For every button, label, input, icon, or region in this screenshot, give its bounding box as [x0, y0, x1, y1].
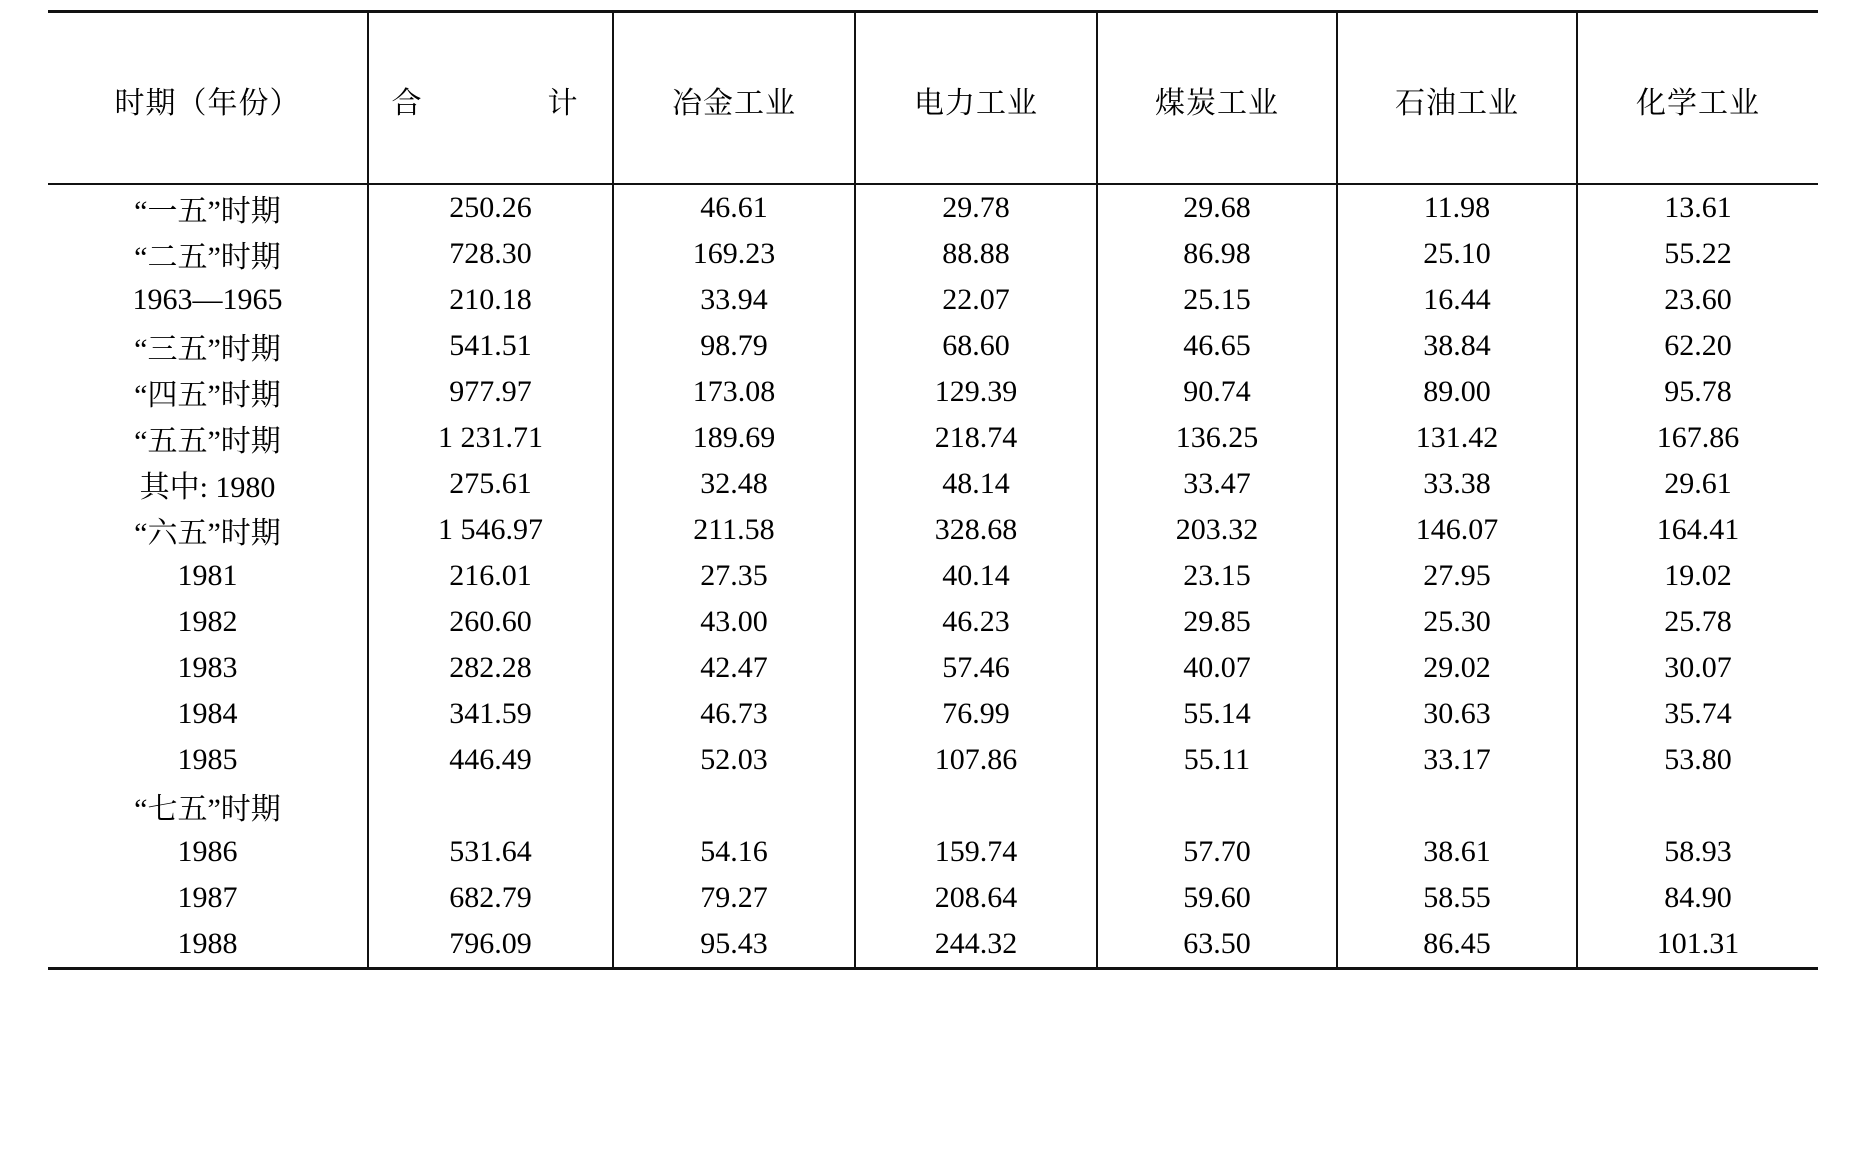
cell-total: 1 231.71	[368, 415, 613, 461]
cell-metallurgy: 189.69	[613, 415, 855, 461]
cell-total: 282.28	[368, 645, 613, 691]
cell-period: 1985	[177, 743, 238, 776]
cell-period: 1987	[177, 881, 238, 914]
table-row	[48, 921, 1818, 969]
cell-power: 40.14	[855, 553, 1097, 599]
cell-total: 977.97	[368, 369, 613, 415]
cell-chemical	[1577, 783, 1818, 829]
cell-power: 218.74	[855, 415, 1097, 461]
cell-total: 1 546.97	[368, 507, 613, 553]
table-row	[48, 184, 1818, 231]
table-row	[48, 461, 1818, 507]
cell-period: “一五”时期	[134, 195, 281, 228]
cell-total: 531.64	[368, 829, 613, 875]
cell-coal: 33.47	[1097, 461, 1337, 507]
table-row	[48, 415, 1818, 461]
cell-total: 250.26	[368, 184, 613, 231]
table-row	[48, 369, 1818, 415]
cell-metallurgy: 27.35	[613, 553, 855, 599]
table-header-row	[48, 12, 1818, 185]
cell-period: 1982	[177, 605, 238, 638]
cell-chemical: 55.22	[1577, 231, 1818, 277]
cell-metallurgy	[613, 783, 855, 829]
cell-coal	[1097, 783, 1337, 829]
cell-metallurgy: 79.27	[613, 875, 855, 921]
cell-chemical: 164.41	[1577, 507, 1818, 553]
cell-coal: 90.74	[1097, 369, 1337, 415]
cell-power: 29.78	[855, 184, 1097, 231]
cell-metallurgy: 95.43	[613, 921, 855, 969]
cell-metallurgy: 169.23	[613, 231, 855, 277]
cell-total: 446.49	[368, 737, 613, 783]
cell-metallurgy: 43.00	[613, 599, 855, 645]
cell-petroleum: 11.98	[1337, 184, 1577, 231]
cell-petroleum: 33.17	[1337, 737, 1577, 783]
cell-period: “七五”时期	[134, 793, 281, 826]
cell-power: 76.99	[855, 691, 1097, 737]
cell-petroleum: 25.10	[1337, 231, 1577, 277]
cell-chemical: 29.61	[1577, 461, 1818, 507]
table-row	[48, 783, 1818, 829]
table-row	[48, 875, 1818, 921]
cell-coal: 57.70	[1097, 829, 1337, 875]
cell-power: 107.86	[855, 737, 1097, 783]
cell-period: “六五”时期	[134, 517, 281, 550]
cell-petroleum: 27.95	[1337, 553, 1577, 599]
cell-power	[855, 783, 1097, 829]
cell-period: “二五”时期	[134, 241, 281, 274]
cell-chemical: 84.90	[1577, 875, 1818, 921]
table-body	[48, 184, 1818, 969]
column-header-metallurgy: 冶金工业	[613, 12, 855, 185]
cell-period: 1963—1965	[132, 283, 283, 316]
cell-metallurgy: 52.03	[613, 737, 855, 783]
table-row	[48, 645, 1818, 691]
statistics-table	[48, 10, 1818, 970]
table-row	[48, 507, 1818, 553]
cell-petroleum: 29.02	[1337, 645, 1577, 691]
cell-period: 其中: 1980	[139, 471, 276, 504]
cell-metallurgy: 54.16	[613, 829, 855, 875]
column-header-petroleum: 石油工业	[1337, 12, 1577, 185]
cell-metallurgy: 32.48	[613, 461, 855, 507]
cell-coal: 29.68	[1097, 184, 1337, 231]
cell-petroleum: 89.00	[1337, 369, 1577, 415]
cell-petroleum: 131.42	[1337, 415, 1577, 461]
column-header-period: 时期（年份）	[48, 12, 368, 185]
cell-period: 1988	[48, 921, 368, 969]
table-row	[48, 231, 1818, 277]
cell-total: 260.60	[368, 599, 613, 645]
cell-period: “五五”时期	[134, 425, 281, 458]
cell-petroleum: 25.30	[1337, 599, 1577, 645]
cell-chemical: 62.20	[1577, 323, 1818, 369]
cell-petroleum: 16.44	[1337, 277, 1577, 323]
table-header	[48, 12, 1818, 185]
cell-metallurgy: 98.79	[613, 323, 855, 369]
cell-coal: 29.85	[1097, 599, 1337, 645]
cell-coal: 203.32	[1097, 507, 1337, 553]
cell-chemical: 23.60	[1577, 277, 1818, 323]
cell-petroleum: 30.63	[1337, 691, 1577, 737]
column-header-total: 合 计	[368, 12, 613, 185]
cell-total: 796.09	[368, 921, 613, 969]
table-row	[48, 737, 1818, 783]
cell-chemical: 95.78	[1577, 369, 1818, 415]
cell-chemical: 53.80	[1577, 737, 1818, 783]
cell-power: 244.32	[855, 921, 1097, 969]
column-header-power: 电力工业	[855, 12, 1097, 185]
cell-coal: 40.07	[1097, 645, 1337, 691]
table-row	[48, 599, 1818, 645]
cell-power: 208.64	[855, 875, 1097, 921]
cell-coal: 55.14	[1097, 691, 1337, 737]
cell-petroleum	[1337, 783, 1577, 829]
cell-period: 1983	[177, 651, 238, 684]
cell-coal: 55.11	[1097, 737, 1337, 783]
table-row	[48, 553, 1818, 599]
cell-petroleum: 146.07	[1337, 507, 1577, 553]
cell-total: 216.01	[368, 553, 613, 599]
cell-coal: 25.15	[1097, 277, 1337, 323]
cell-power: 22.07	[855, 277, 1097, 323]
column-header-chemical: 化学工业	[1577, 12, 1818, 185]
cell-power: 129.39	[855, 369, 1097, 415]
cell-coal: 46.65	[1097, 323, 1337, 369]
cell-period: “三五”时期	[134, 333, 281, 366]
cell-period: 1984	[177, 697, 238, 730]
cell-metallurgy: 42.47	[613, 645, 855, 691]
table-row	[48, 691, 1818, 737]
cell-coal: 136.25	[1097, 415, 1337, 461]
table-row	[48, 829, 1818, 875]
cell-petroleum: 38.61	[1337, 829, 1577, 875]
cell-total: 541.51	[368, 323, 613, 369]
cell-metallurgy: 211.58	[613, 507, 855, 553]
cell-coal: 23.15	[1097, 553, 1337, 599]
cell-total: 341.59	[368, 691, 613, 737]
cell-total	[368, 783, 613, 829]
cell-coal: 63.50	[1097, 921, 1337, 969]
cell-chemical: 58.93	[1577, 829, 1818, 875]
column-header-coal: 煤炭工业	[1097, 12, 1337, 185]
table-row	[48, 323, 1818, 369]
cell-coal: 59.60	[1097, 875, 1337, 921]
cell-coal: 86.98	[1097, 231, 1337, 277]
cell-power: 46.23	[855, 599, 1097, 645]
cell-power: 88.88	[855, 231, 1097, 277]
cell-chemical: 25.78	[1577, 599, 1818, 645]
cell-total: 275.61	[368, 461, 613, 507]
cell-total: 682.79	[368, 875, 613, 921]
cell-period: 1986	[177, 835, 238, 868]
cell-power: 57.46	[855, 645, 1097, 691]
cell-metallurgy: 33.94	[613, 277, 855, 323]
statistics-table-container	[48, 10, 1818, 970]
cell-petroleum: 33.38	[1337, 461, 1577, 507]
cell-period: 1981	[177, 559, 238, 592]
cell-metallurgy: 46.73	[613, 691, 855, 737]
cell-chemical: 13.61	[1577, 184, 1818, 231]
cell-chemical: 30.07	[1577, 645, 1818, 691]
cell-power: 48.14	[855, 461, 1097, 507]
cell-chemical: 35.74	[1577, 691, 1818, 737]
cell-chemical: 167.86	[1577, 415, 1818, 461]
cell-power: 159.74	[855, 829, 1097, 875]
cell-period: “四五”时期	[134, 379, 281, 412]
cell-chemical: 101.31	[1577, 921, 1818, 969]
cell-metallurgy: 46.61	[613, 184, 855, 231]
cell-total: 210.18	[368, 277, 613, 323]
table-row	[48, 277, 1818, 323]
cell-power: 68.60	[855, 323, 1097, 369]
cell-total: 728.30	[368, 231, 613, 277]
cell-petroleum: 86.45	[1337, 921, 1577, 969]
cell-petroleum: 38.84	[1337, 323, 1577, 369]
cell-metallurgy: 173.08	[613, 369, 855, 415]
cell-power: 328.68	[855, 507, 1097, 553]
cell-petroleum: 58.55	[1337, 875, 1577, 921]
cell-chemical: 19.02	[1577, 553, 1818, 599]
